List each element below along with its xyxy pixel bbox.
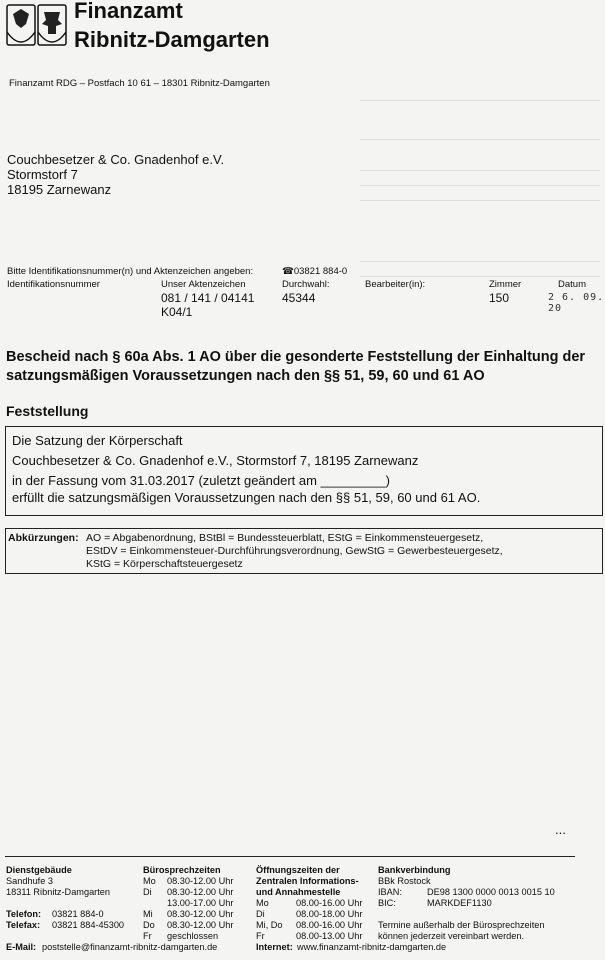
office-hours-title: Bürosprechzeiten [143, 865, 221, 875]
building-city: 18311 Ribnitz-Damgarten [6, 887, 111, 897]
info-time: 08.00-16.00 Uhr [296, 898, 363, 908]
info-title2: Zentralen Informations- [256, 876, 359, 886]
oh-day: Do [143, 920, 155, 930]
oh-time: 08.30-12.00 Uhr [167, 876, 234, 886]
file-number-suffix: K04/1 [161, 305, 193, 319]
oh-time: 08.30-12.00 Uhr [167, 920, 234, 930]
abbreviations-box [5, 528, 603, 574]
date-stamp: 2 6. 09. 20 [548, 292, 605, 314]
bank-name: BBk Rostock [378, 876, 431, 886]
oh-time: 13.00-17.00 Uhr [167, 898, 234, 908]
reference-instruction: Bitte Identifikationsnummer(n) und Aktenzeichen angeben: [7, 266, 254, 277]
info-title3: und Annahmestelle [256, 887, 341, 897]
tel-label: Telefon: [6, 909, 42, 919]
office-name-line2: Ribnitz-Damgarten [74, 27, 270, 52]
iban-label: IBAN: [378, 887, 402, 897]
finding-box [5, 426, 603, 516]
bank-note-line2: können jederzeit vereinbart werden. [378, 931, 525, 941]
tel-value: 03821 884-0 [52, 909, 104, 919]
abbreviations-line1: AO = Abgabenordnung, BStBl = Bundessteuerblatt, EStG = Einkommensteuergesetz, [86, 532, 484, 544]
continuation-marker: ... [555, 822, 566, 837]
info-time: 08.00-18.00 Uhr [296, 909, 363, 919]
room-value: 150 [489, 291, 510, 305]
fax-value: 03821 884-45300 [52, 920, 125, 930]
bic-label: BIC: [378, 898, 396, 908]
building-title: Dienstgebäude [6, 865, 72, 875]
recipient-name: Couchbesetzer & Co. Gnadenhof e.V. [7, 152, 225, 167]
info-time: 08.00-16.00 Uhr [296, 920, 363, 930]
recipient-city: 18195 Zarnewanz [7, 182, 112, 197]
info-time: 08.00-13.00 Uhr [296, 931, 363, 941]
oh-day: Fr [143, 931, 152, 941]
file-number-value: 081 / 141 / 04141 [161, 291, 255, 305]
recipient-street: Stormstorf 7 [7, 167, 78, 182]
internet-value: www.finanzamt-ribnitz-damgarten.de [297, 942, 447, 952]
col-clerk: Bearbeiter(in): [365, 279, 426, 290]
footer-divider [5, 856, 575, 857]
finding-line2: Couchbesetzer & Co. Gnadenhof e.V., Stormstorf 7, 18195 Zarnewanz [12, 453, 419, 468]
bank-title: Bankverbindung [378, 865, 451, 875]
oh-time: geschlossen [167, 931, 219, 941]
info-day: Fr [256, 931, 265, 941]
section-heading: Feststellung [6, 403, 89, 419]
sender-line: Finanzamt RDG – Postfach 10 61 – 18301 Ribnitz-Damgarten [9, 78, 270, 89]
oh-time: 08.30-12.00 Uhr [167, 909, 234, 919]
direct-dial-value: 45344 [282, 291, 316, 305]
col-room: Zimmer [489, 279, 522, 290]
abbreviations-line2: EStDV = Einkommensteuer-Durchführungsverordnung, GewStG = Gewerbesteuergesetz, [86, 545, 503, 557]
oh-time: 08.30-12.00 Uhr [167, 887, 234, 897]
col-direct-dial: Durchwahl: [282, 279, 330, 290]
finding-line3: in der Fassung vom 31.03.2017 (zuletzt geändert am _________) [12, 473, 390, 488]
info-title1: Öffnungszeiten der [256, 865, 340, 875]
bic-value: MARKDEF1130 [427, 898, 492, 908]
iban-value: DE98 1300 0000 0013 0015 10 [427, 887, 555, 897]
email-value: poststelle@finanzamt-ribnitz-damgarten.de [42, 942, 218, 952]
fax-label: Telefax: [6, 920, 41, 930]
email-label: E-Mail: [6, 942, 37, 952]
finding-line4: erfüllt die satzungsmäßigen Voraussetzungen nach den §§ 51, 59, 60 und 61 AO. [12, 490, 481, 505]
bank-note-line1: Termine außerhalb der Bürosprechzeiten [378, 920, 545, 930]
oh-day: Mo [143, 876, 156, 886]
col-file-number: Unser Aktenzeichen [161, 279, 246, 290]
building-street: Sandhufe 3 [6, 876, 54, 886]
col-identification-number: Identifikationsnummer [7, 279, 100, 290]
oh-day: Di [143, 887, 152, 897]
abbreviations-line3: KStG = Körperschaftsteuergesetz [86, 558, 243, 570]
info-day: Di [256, 909, 265, 919]
internet-label: Internet: [256, 942, 293, 952]
info-day: Mo [256, 898, 269, 908]
coat-of-arms-logo [6, 4, 68, 52]
info-day: Mi, Do [256, 920, 283, 930]
phone-number: ☎03821 884-0 [282, 266, 348, 277]
abbreviations-label: Abkürzungen: [8, 532, 79, 544]
notice-title: Bescheid nach § 60a Abs. 1 AO über die gesonderte Feststellung der Einhaltung der satzungsmäßigen Voraussetzungen nach den §§ 51, 59, 60 und 61 AO [6, 349, 586, 384]
office-name-line1: Finanzamt [74, 0, 183, 23]
oh-day: Mi [143, 909, 153, 919]
col-date: Datum [558, 279, 586, 290]
finding-line1: Die Satzung der Körperschaft [12, 433, 183, 448]
